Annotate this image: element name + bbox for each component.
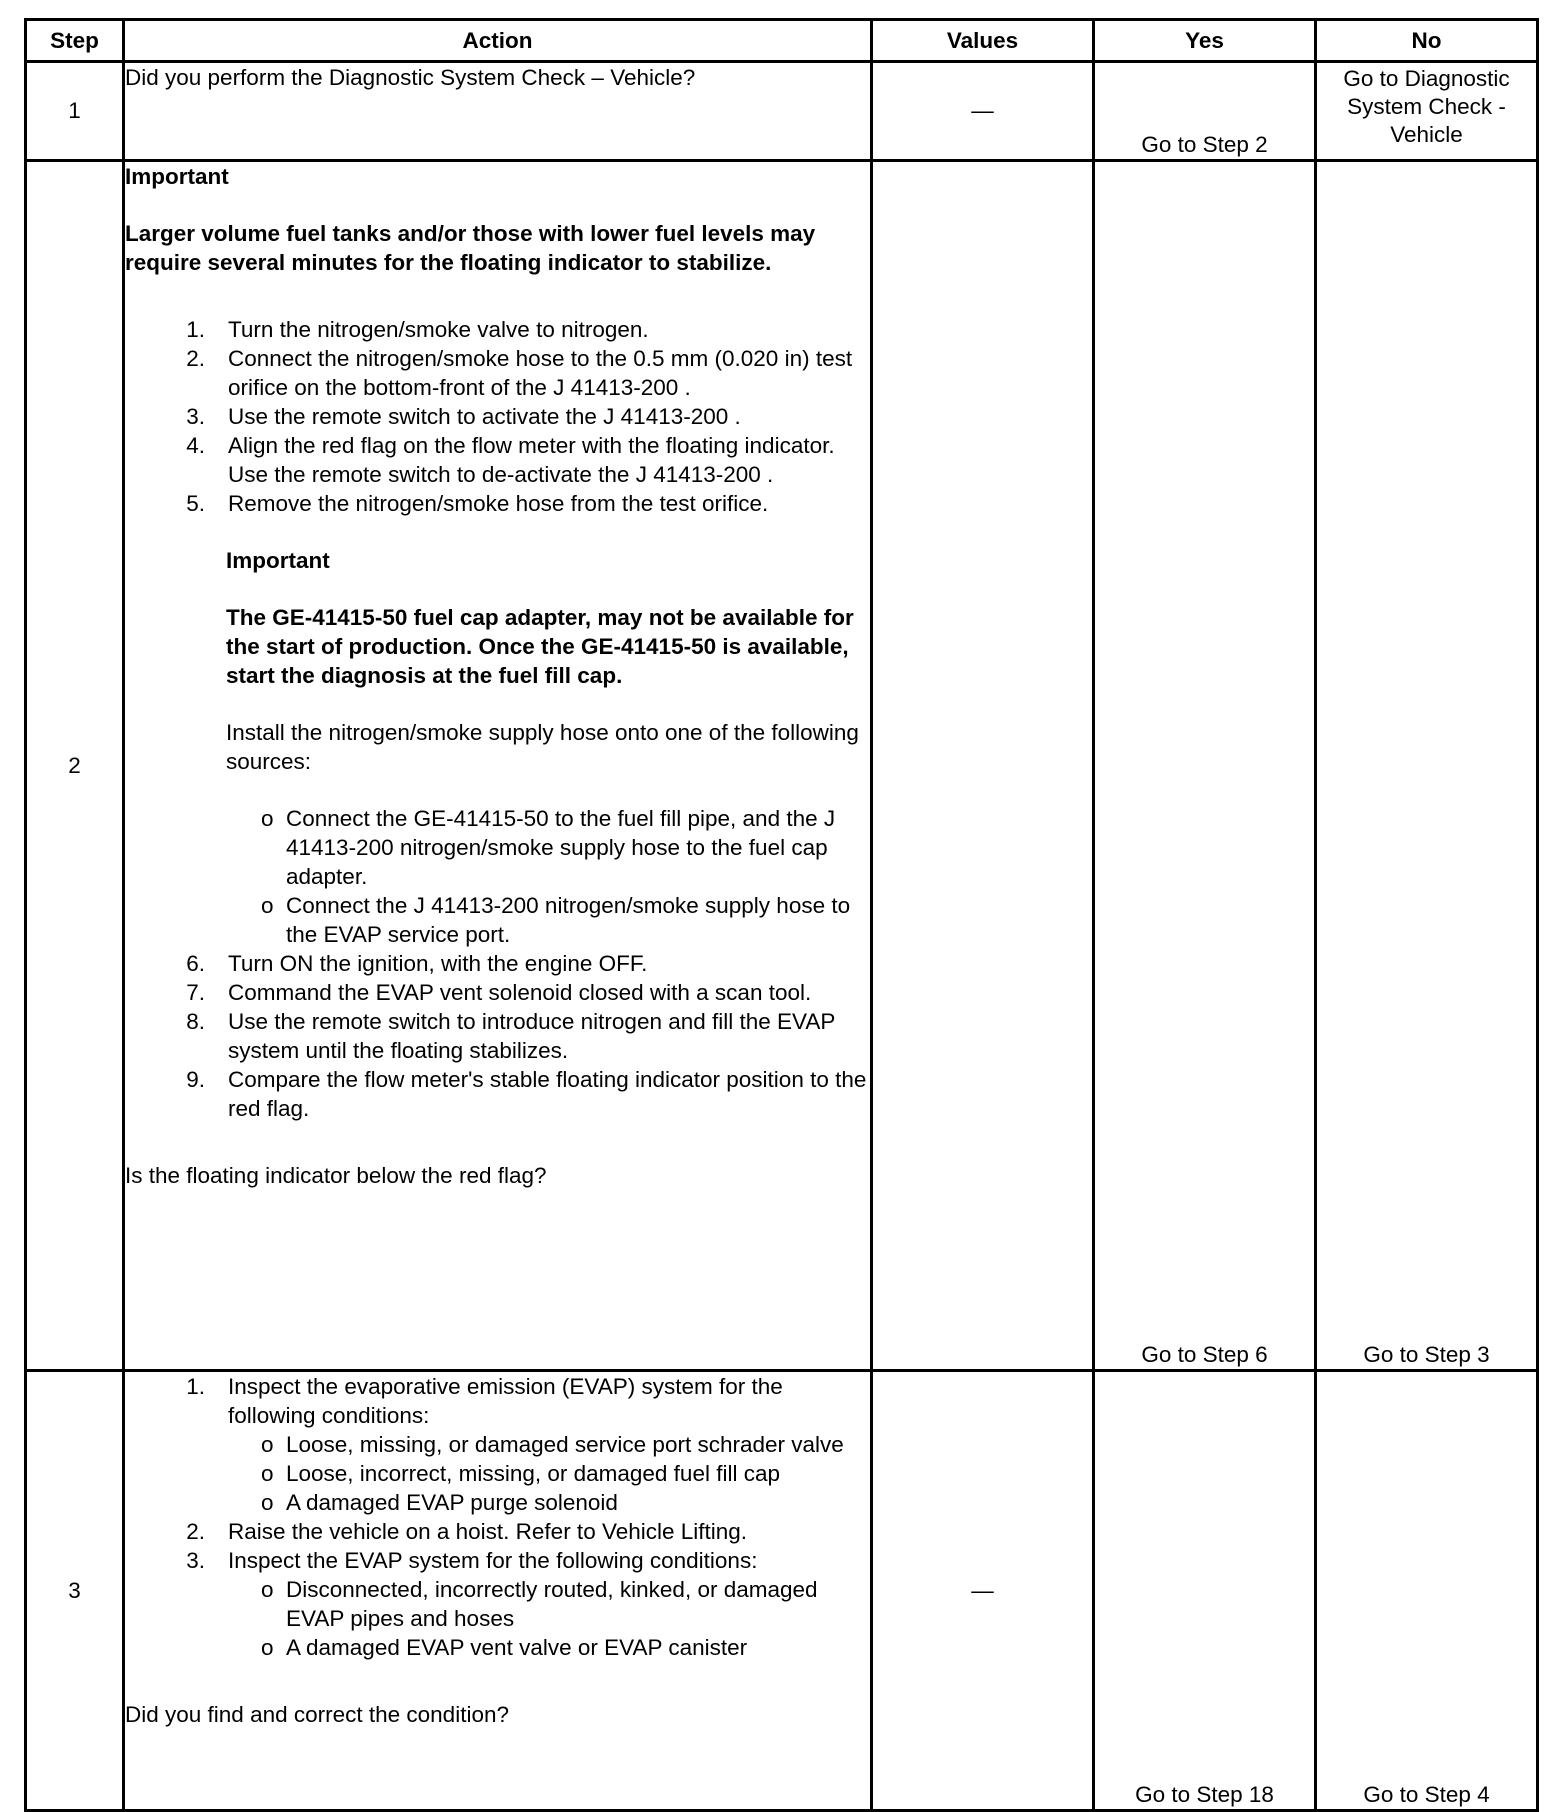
list-item: 9. Compare the flow meter's stable floating indicator position to the red flag. <box>186 1067 867 1121</box>
step-number: 2 <box>26 161 124 1371</box>
source-list <box>125 804 870 949</box>
step-number: 1 <box>26 62 124 161</box>
important-note: The GE-41415-50 fuel cap adapter, may not be available for the start of production. Once the GE-41415-50 is available, start the diagnosis at the fuel fill cap. <box>226 605 854 688</box>
action-cell <box>124 161 872 1371</box>
table-row <box>26 62 1538 161</box>
install-instruction: Install the nitrogen/smoke supply hose onto one of the following sources: <box>226 720 859 774</box>
condition-list <box>125 1430 870 1517</box>
header-values: Values <box>872 20 1094 62</box>
list-item: o Loose, missing, or damaged service port schrader valve <box>261 1432 844 1457</box>
list-item: 6. Turn ON the ignition, with the engine OFF. <box>186 951 648 976</box>
list-item: 5. Remove the nitrogen/smoke hose from the test orifice. <box>186 491 769 516</box>
yes-cell: Go to Step 18 <box>1094 1371 1316 1811</box>
table-row <box>26 161 1538 1371</box>
question-text: Did you find and correct the condition? <box>125 1702 509 1727</box>
list-item: o A damaged EVAP purge solenoid <box>261 1490 618 1515</box>
list-item: 2. Raise the vehicle on a hoist. Refer to Vehicle Lifting. <box>186 1519 748 1544</box>
list-item: o Connect the GE-41415-50 to the fuel fill pipe, and the J 41413-200 nitrogen/smoke supply hose to the fuel cap adapter. <box>261 806 836 889</box>
header-no: No <box>1316 20 1538 62</box>
list-item: 3. Inspect the EVAP system for the following conditions: <box>186 1548 758 1573</box>
action-cell <box>124 1371 872 1811</box>
list-item: o A damaged EVAP vent valve or EVAP canister <box>261 1635 748 1660</box>
list-item: o Loose, incorrect, missing, or damaged fuel fill cap <box>261 1461 780 1486</box>
important-label: Important <box>125 164 229 189</box>
important-label: Important <box>226 548 330 573</box>
list-item: 1. Turn the nitrogen/smoke valve to nitrogen. <box>186 317 649 342</box>
table-row <box>26 1371 1538 1811</box>
procedure-list <box>125 315 870 518</box>
header-action: Action <box>124 20 872 62</box>
step-number: 3 <box>26 1371 124 1811</box>
values-cell <box>872 161 1094 1371</box>
header-row <box>26 20 1538 62</box>
list-item: 1. Inspect the evaporative emission (EVAP) system for the following conditions: <box>186 1374 783 1428</box>
list-item: o Disconnected, incorrectly routed, kinked, or damaged EVAP pipes and hoses <box>261 1577 818 1631</box>
procedure-list <box>125 949 870 1123</box>
no-cell: Go to Step 3 <box>1316 161 1538 1371</box>
list-item: 8. Use the remote switch to introduce nitrogen and fill the EVAP system until the floating stabilizes. <box>186 1009 835 1063</box>
question-text: Is the floating indicator below the red flag? <box>125 1163 547 1188</box>
list-item: o Connect the J 41413-200 nitrogen/smoke supply hose to the EVAP service port. <box>261 893 851 947</box>
condition-list <box>125 1575 870 1662</box>
no-cell: Go to Diagnostic System Check - Vehicle <box>1316 62 1538 161</box>
values-cell: — <box>872 1371 1094 1811</box>
header-yes: Yes <box>1094 20 1316 62</box>
diagnostic-table <box>24 18 1539 1812</box>
header-step: Step <box>26 20 124 62</box>
yes-cell: Go to Step 6 <box>1094 161 1316 1371</box>
values-cell: — <box>872 62 1094 161</box>
list-item: 7. Command the EVAP vent solenoid closed with a scan tool. <box>186 980 812 1005</box>
action-text: Did you perform the Diagnostic System Check – Vehicle? <box>124 62 872 161</box>
list-item: 3. Use the remote switch to activate the J 41413-200 . <box>186 404 741 429</box>
yes-cell: Go to Step 2 <box>1094 62 1316 161</box>
important-note: Larger volume fuel tanks and/or those with lower fuel levels may require several minutes for the floating indicator to stabilize. <box>125 221 816 275</box>
list-item: 2. Connect the nitrogen/smoke hose to the 0.5 mm (0.020 in) test orifice on the bottom-front of the J 41413-200 . <box>186 346 853 400</box>
no-cell: Go to Step 4 <box>1316 1371 1538 1811</box>
list-item: 4. Align the red flag on the flow meter with the floating indicator. Use the remote switch to de-activate the J 41413-200 . <box>186 433 835 487</box>
